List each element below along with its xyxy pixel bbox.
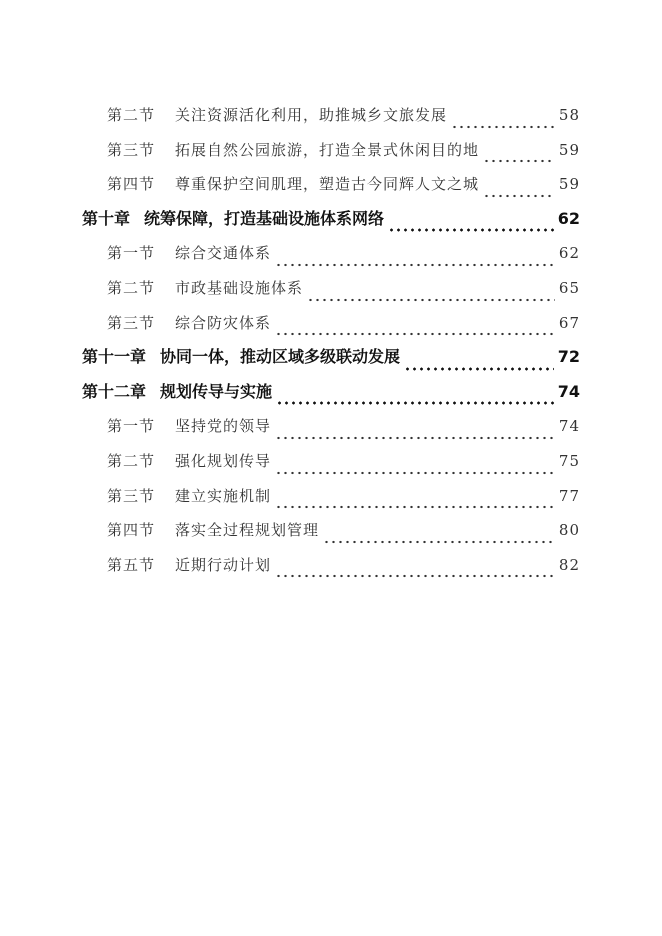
toc-entry[interactable] bbox=[0, 552, 662, 587]
toc-entry-title: 综合交通体系 bbox=[175, 244, 272, 263]
toc-chapter-number: 第十二章 bbox=[82, 381, 147, 401]
dot-leader bbox=[404, 353, 554, 371]
toc-entry-number: 第四节 bbox=[107, 521, 156, 540]
toc-entry[interactable] bbox=[0, 137, 662, 172]
dot-leader bbox=[307, 284, 555, 302]
dot-leader bbox=[275, 560, 555, 578]
toc-entry-number: 第二节 bbox=[107, 106, 156, 124]
toc-entry-number: 第五节 bbox=[107, 555, 156, 574]
dot-leader bbox=[276, 387, 554, 405]
dot-leader bbox=[275, 491, 555, 509]
dot-leader bbox=[483, 180, 555, 198]
toc-entry-page: 59 bbox=[558, 175, 580, 194]
toc-chapter-entry[interactable] bbox=[0, 379, 662, 414]
toc-entry[interactable] bbox=[0, 310, 662, 345]
toc-entry-page: 82 bbox=[558, 555, 580, 574]
dot-leader bbox=[275, 249, 555, 267]
dot-leader bbox=[483, 145, 555, 163]
toc-entry[interactable] bbox=[0, 448, 662, 483]
toc-entry[interactable] bbox=[0, 171, 662, 206]
toc-chapter-entry[interactable] bbox=[0, 206, 662, 241]
toc-chapter-number: 第十一章 bbox=[82, 347, 147, 367]
toc-entry[interactable] bbox=[0, 517, 662, 552]
dot-leader bbox=[451, 111, 555, 129]
toc-entry-title: 近期行动计划 bbox=[175, 555, 272, 574]
toc-entry-page: 80 bbox=[558, 521, 580, 540]
toc-entry-title: 落实全过程规划管理 bbox=[175, 521, 320, 540]
toc-entry-title: 关注资源活化利用，助推城乡文旅发展 bbox=[175, 106, 448, 124]
toc-entry-title: 建立实施机制 bbox=[175, 486, 272, 505]
toc-entry[interactable] bbox=[0, 413, 662, 448]
toc-entry-number: 第一节 bbox=[107, 244, 156, 263]
toc-chapter-page: 72 bbox=[557, 347, 580, 367]
toc-entry-page: 59 bbox=[558, 140, 580, 159]
dot-leader bbox=[388, 214, 554, 232]
toc-entry-title: 拓展自然公园旅游，打造全景式休闲目的地 bbox=[175, 140, 480, 159]
toc-entry-number: 第三节 bbox=[107, 140, 156, 159]
toc-entry[interactable] bbox=[0, 483, 662, 518]
toc-entry-page: 65 bbox=[558, 278, 580, 297]
toc-entry-page: 67 bbox=[558, 313, 580, 332]
toc-entry-title: 强化规划传导 bbox=[175, 451, 272, 470]
toc-entry[interactable] bbox=[0, 275, 662, 310]
toc-entry-title: 坚持党的领导 bbox=[175, 417, 272, 436]
toc-entry-page: 62 bbox=[558, 244, 580, 263]
toc-entry-title: 综合防灾体系 bbox=[175, 313, 272, 332]
toc-entry-page: 74 bbox=[558, 417, 580, 436]
toc-entry-page: 75 bbox=[558, 451, 580, 470]
toc-chapter-title: 规划传导与实施 bbox=[160, 381, 273, 401]
toc-entry-title: 尊重保护空间肌理，塑造古今同辉人文之城 bbox=[175, 175, 480, 194]
dot-leader bbox=[323, 526, 555, 544]
toc-entry-number: 第三节 bbox=[107, 486, 156, 505]
toc-chapter-page: 74 bbox=[557, 381, 580, 401]
toc-entry-number: 第四节 bbox=[107, 175, 156, 194]
toc-chapter-title: 统筹保障，打造基础设施体系网络 bbox=[144, 208, 385, 228]
toc-entry-number: 第二节 bbox=[107, 451, 156, 470]
toc-entry-number: 第一节 bbox=[107, 417, 156, 436]
toc-entry[interactable] bbox=[0, 240, 662, 275]
toc-entry[interactable] bbox=[0, 102, 662, 137]
toc-entry-page: 77 bbox=[558, 486, 580, 505]
toc-entry-title: 市政基础设施体系 bbox=[175, 278, 304, 297]
dot-leader bbox=[275, 457, 555, 475]
toc-chapter-page: 62 bbox=[557, 208, 580, 228]
toc-entry-number: 第二节 bbox=[107, 278, 156, 297]
table-of-contents bbox=[0, 102, 662, 586]
toc-chapter-number: 第十章 bbox=[82, 208, 131, 228]
toc-entry-page: 58 bbox=[558, 106, 580, 124]
toc-entry-number: 第三节 bbox=[107, 313, 156, 332]
toc-chapter-title: 协同一体，推动区域多级联动发展 bbox=[160, 347, 401, 367]
dot-leader bbox=[275, 422, 555, 440]
dot-leader bbox=[275, 318, 555, 336]
toc-chapter-entry[interactable] bbox=[0, 344, 662, 379]
